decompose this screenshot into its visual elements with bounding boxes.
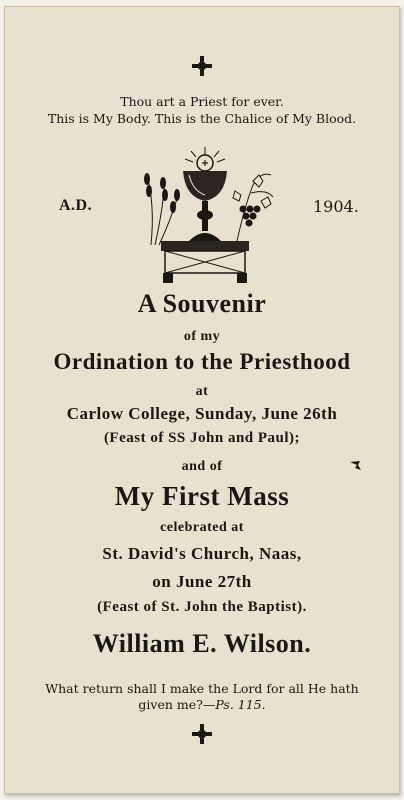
- quote-text: given me?—: [138, 697, 216, 712]
- cross-icon: [191, 723, 213, 745]
- of-my-line: of my: [183, 329, 221, 344]
- quote-line-2: [5, 697, 399, 713]
- priest-name: William E. Wilson.: [92, 629, 312, 658]
- souvenir-card: [4, 6, 400, 794]
- church-name: St. David's Church, Naas,: [102, 544, 302, 563]
- at-line: at: [195, 384, 209, 399]
- first-mass-date: on June 27th: [152, 572, 252, 591]
- celebrated-at-line: celebrated at: [160, 520, 244, 535]
- scripture-line-2: This is My Body. This is the Chalice of My Blood.: [47, 111, 357, 126]
- ordination-heading: Ordination to the Priesthood: [53, 349, 351, 374]
- cross-icon: [191, 55, 213, 77]
- ordination-place-date: Carlow College, Sunday, June 26th: [66, 404, 338, 423]
- ink-blot-icon: [349, 459, 363, 471]
- and-of-line: and of: [181, 459, 223, 474]
- year-label: 1904.: [313, 197, 359, 216]
- souvenir-title: A Souvenir: [137, 289, 267, 318]
- scripture-header: [5, 93, 399, 127]
- quote-line-1: What return shall I make the Lord for all He hath: [45, 681, 359, 696]
- scripture-line-1: Thou art a Priest for ever.: [120, 94, 284, 109]
- ordination-feast: (Feast of SS John and Paul);: [103, 430, 301, 446]
- quote-citation: Ps. 115.: [215, 697, 266, 712]
- closing-quote: [5, 681, 399, 713]
- chalice-illustration: [133, 145, 277, 285]
- anno-domini-label: A.D.: [59, 197, 93, 214]
- first-mass-heading: My First Mass: [114, 481, 290, 511]
- first-mass-feast: (Feast of St. John the Baptist).: [97, 599, 307, 615]
